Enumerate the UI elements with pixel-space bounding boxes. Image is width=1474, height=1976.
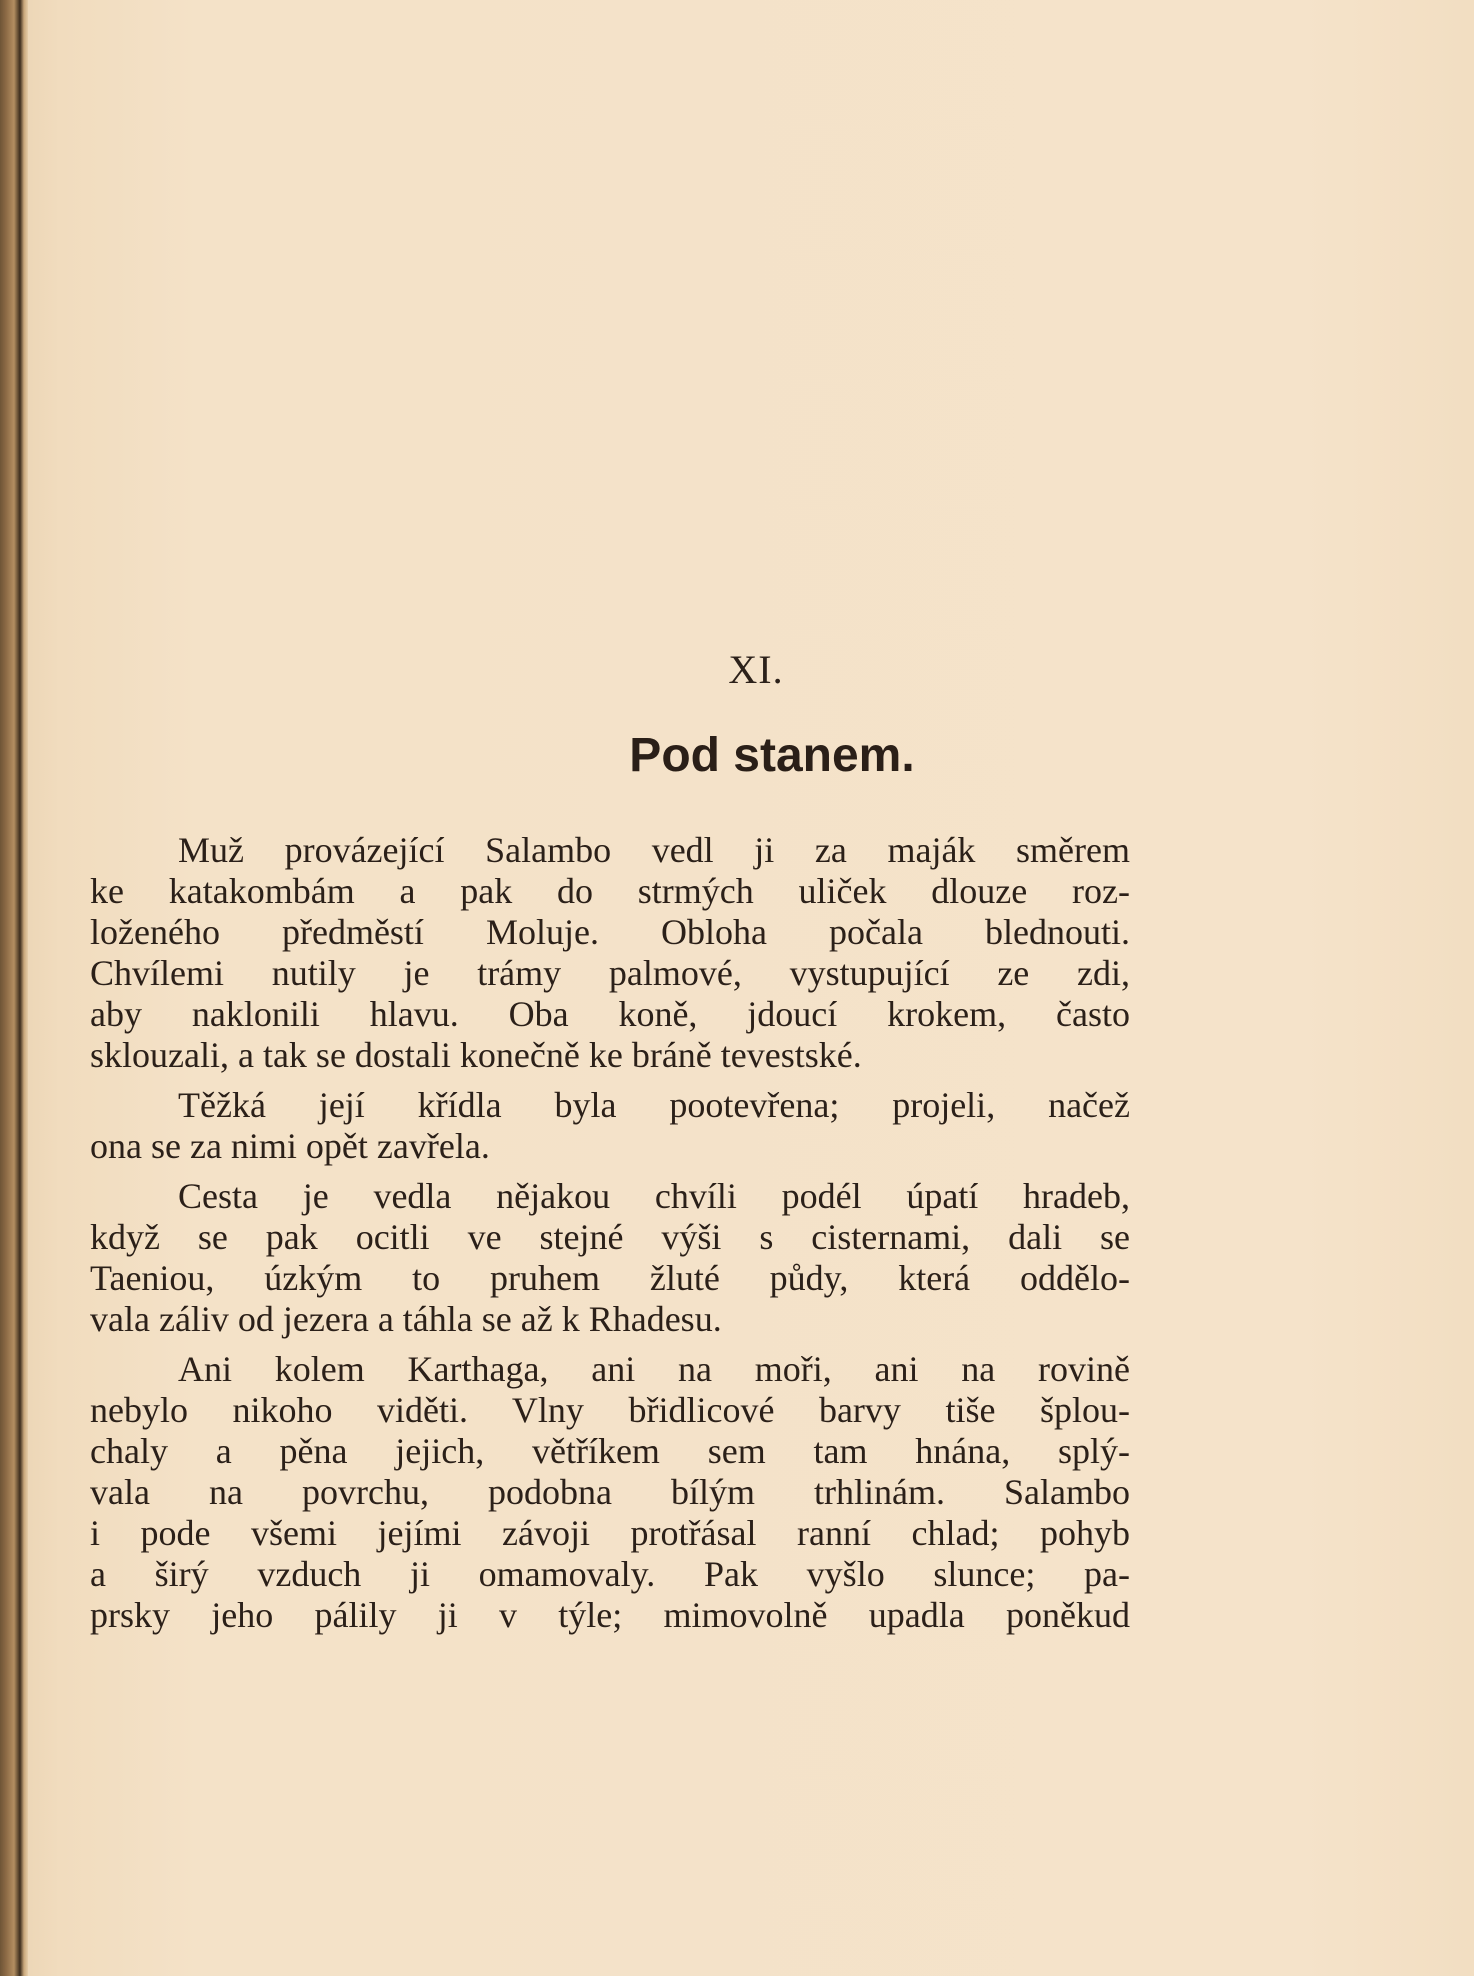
text-line: ona se za nimi opět zavřela. [90, 1126, 490, 1166]
text-line: Chvílemi nutily je trámy palmové, vystupující ze zdi, [90, 953, 1130, 993]
chapter-title: Pod stanem. [629, 729, 915, 782]
text-line: prsky jeho pálily ji v týle; mimovolně upadla poněkud [90, 1595, 1130, 1635]
text-line: když se pak ocitli ve stejné výši s cisternami, dali se [90, 1217, 1130, 1257]
text-line: Cesta je vedla nějakou chvíli podél úpatí hradeb, [178, 1176, 1130, 1216]
paragraph-1 [90, 830, 1130, 1076]
text-line: nebylo nikoho viděti. Vlny břidlicové barvy tiše šplou- [90, 1390, 1130, 1430]
text-line: Taeniou, úzkým to pruhem žluté půdy, která oddělo- [90, 1258, 1130, 1298]
text-line: loženého předměstí Moluje. Obloha počala blednouti. [90, 912, 1130, 952]
chapter-number: XI. [728, 647, 784, 692]
text-line: sklouzali, a tak se dostali konečně ke bráně tevestské. [90, 1035, 862, 1075]
paragraph-4 [90, 1349, 1130, 1636]
text-line: vala záliv od jezera a táhla se až k Rhadesu. [90, 1299, 722, 1339]
paragraph-3 [90, 1176, 1130, 1340]
text-line: vala na povrchu, podobna bílým trhlinám. Salambo [90, 1472, 1130, 1512]
chapter-body [90, 830, 1130, 1645]
text-line: aby naklonili hlavu. Oba koně, jdoucí krokem, často [90, 994, 1130, 1034]
paragraph-2 [90, 1085, 1130, 1167]
text-line: Muž provázející Salambo vedl ji za maják směrem [178, 830, 1130, 870]
text-line: i pode všemi jejími závoji protřásal ranní chlad; pohyb [90, 1513, 1130, 1553]
text-line: Ani kolem Karthaga, ani na moři, ani na rovině [178, 1349, 1130, 1389]
book-binding-edge [0, 0, 28, 1976]
text-line: chaly a pěna jejich, větříkem sem tam hnána, splý- [90, 1431, 1130, 1471]
text-line: ke katakombám a pak do strmých uliček dlouze roz- [90, 871, 1130, 911]
text-line: a širý vzduch ji omamovaly. Pak vyšlo slunce; pa- [90, 1554, 1130, 1594]
text-line: Těžká její křídla byla pootevřena; projeli, načež [178, 1085, 1130, 1125]
